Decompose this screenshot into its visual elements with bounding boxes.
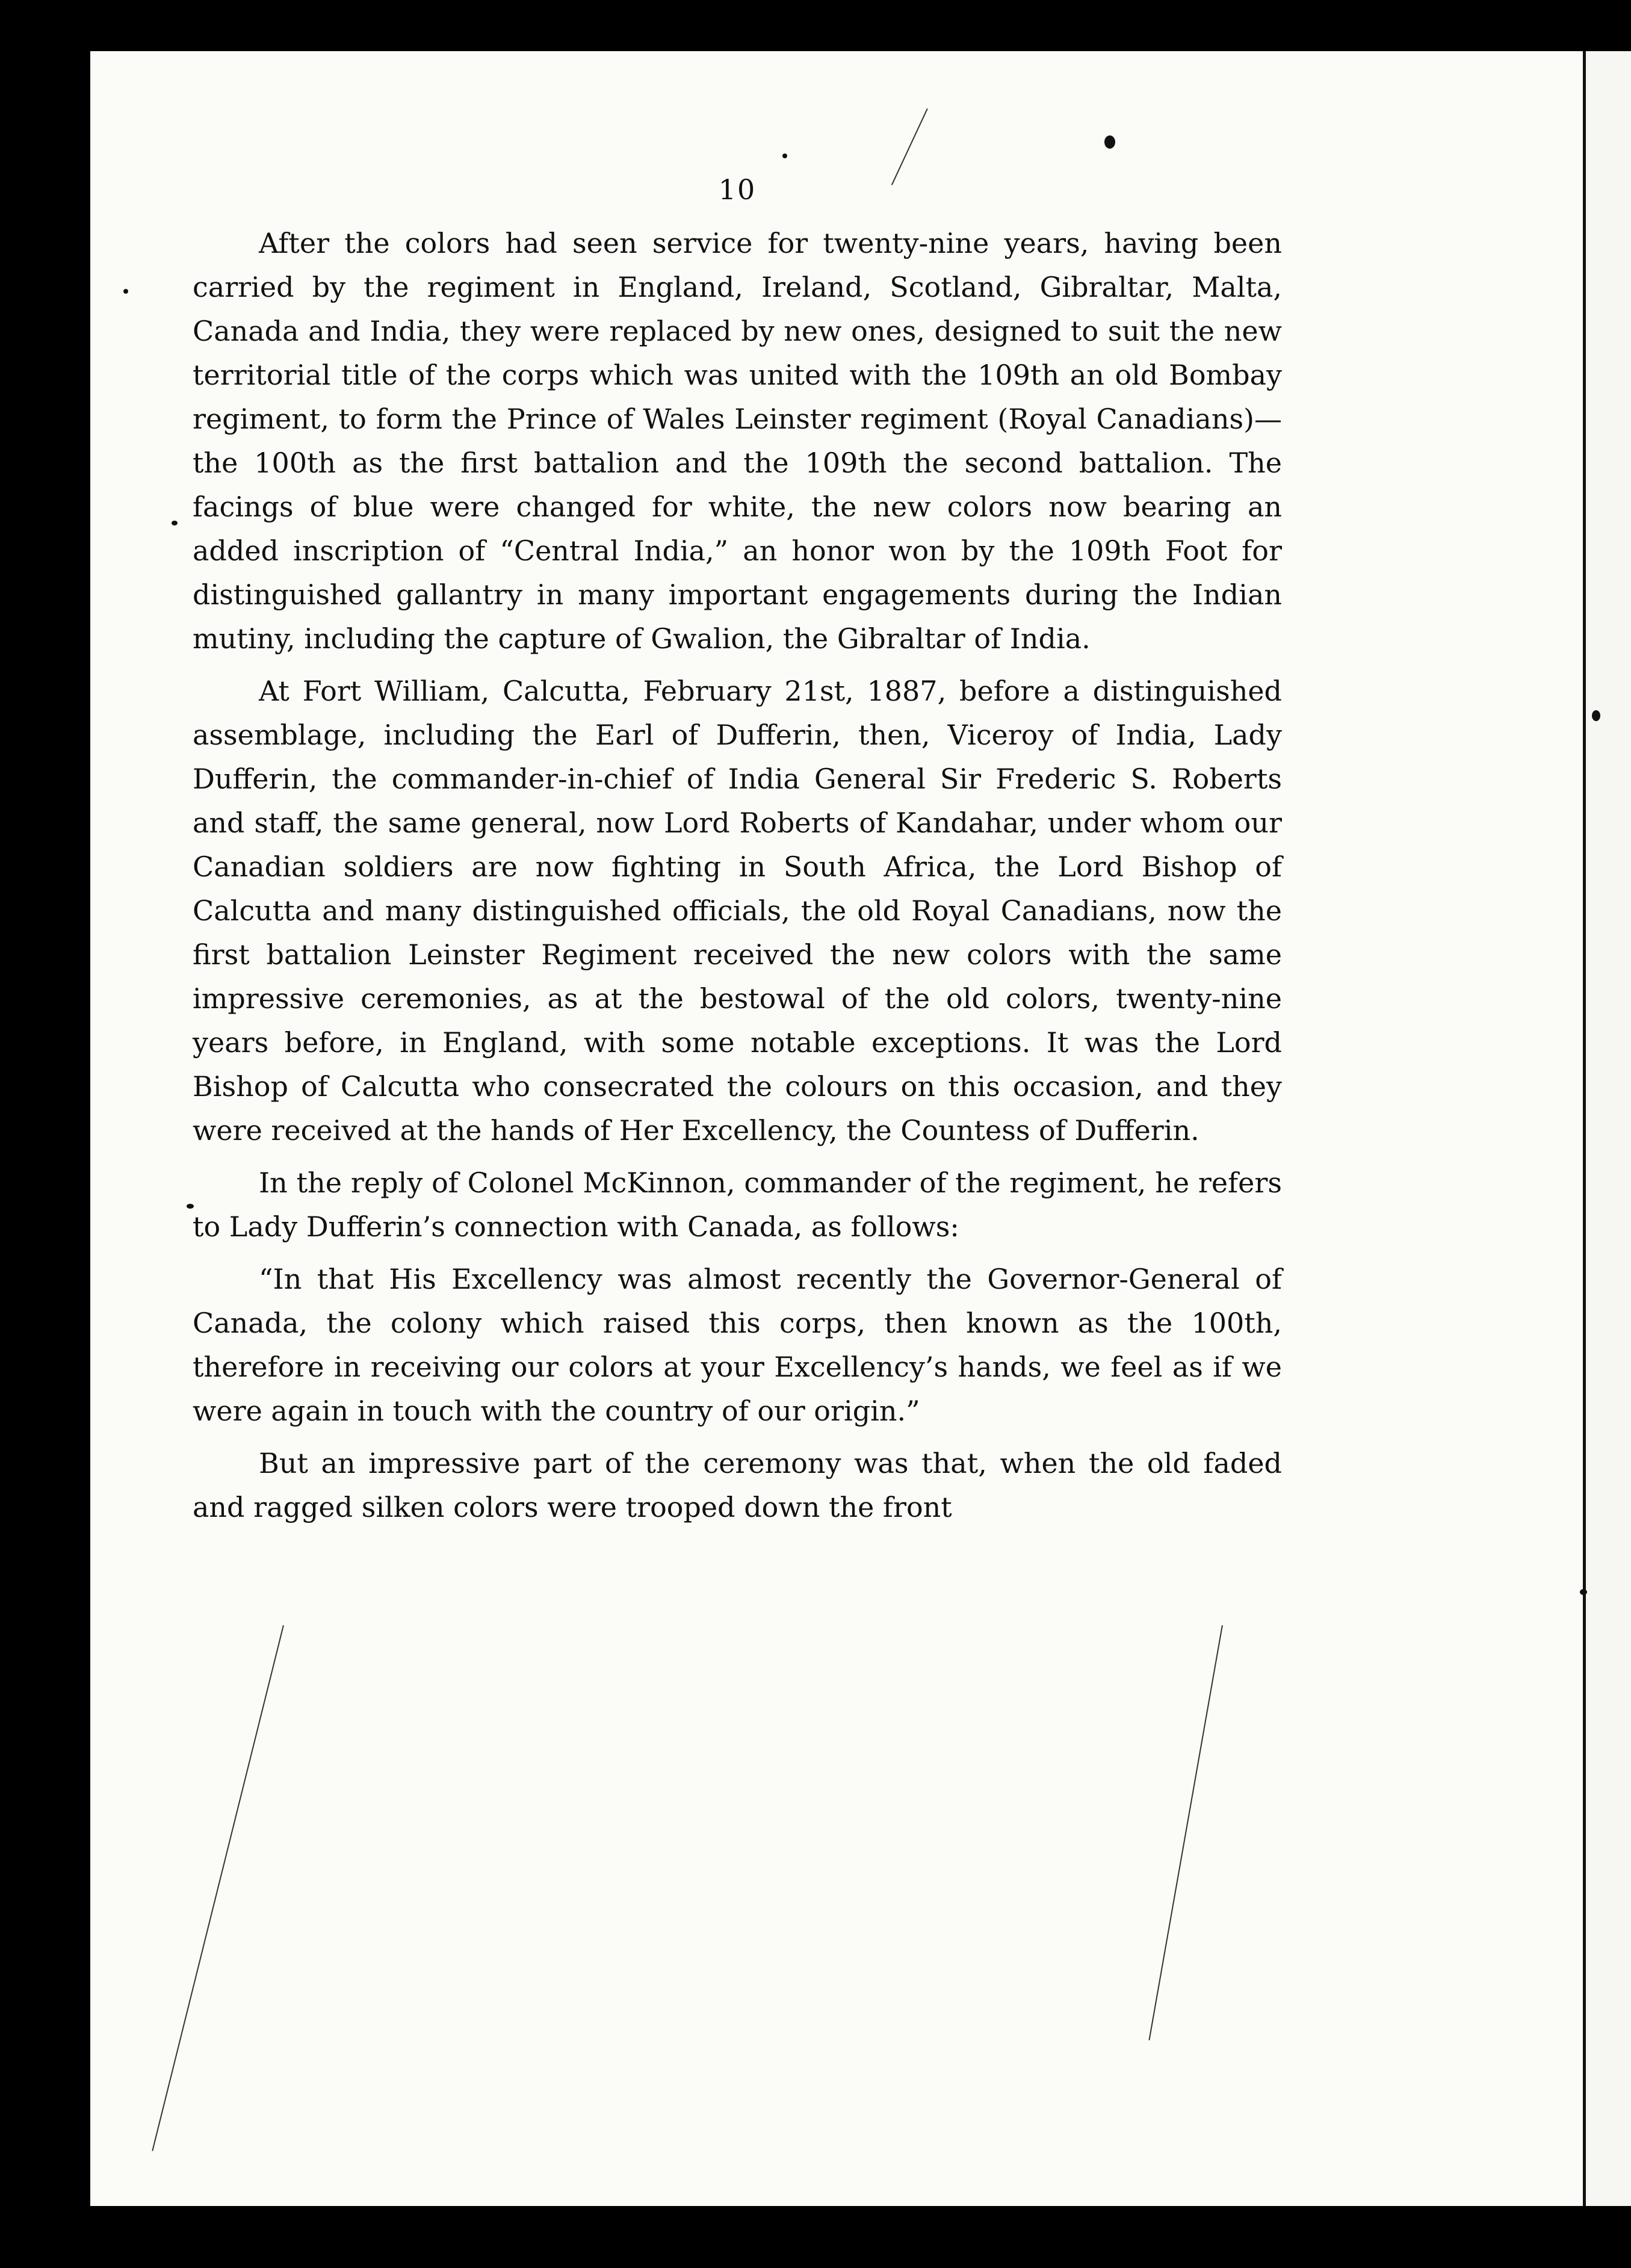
paragraph: In the reply of Colonel McKinnon, commander of the regiment, he refers to Lady Dufferin’s connection with Canada, as follows: [193, 1167, 1282, 1243]
paragraph: But an impressive part of the ceremony was that, when the old faded and ragged silken colors were trooped down the front [193, 1447, 1282, 1523]
paragraph: After the colors had seen service for twenty-nine years, having been carried by the regiment in England, Ireland, Scotland, Gibraltar, Malta, Canada and India, they were replaced by new ones, designed to suit the new territorial title of the corps which was united with the 109th an old Bombay regiment, to form the Prince of Wales Leinster regiment (Royal Canadians)— the 100th as the first battalion and the 109th the second battalion. The facings of blue were changed for white, the new colors now bearing an added inscription of “Central India,” an honor won by the 109th Foot for distinguished gallantry in many important engagements during the Indian mutiny, including the capture of Gwalion, the Gibraltar of India. [193, 227, 1282, 655]
scan-speck [1592, 710, 1600, 721]
scan-speck [782, 153, 787, 158]
facing-page-edge [1586, 51, 1631, 2206]
paragraph: At Fort William, Calcutta, February 21st, 1887, before a distinguished assemblage, including the Earl of Dufferin, then, Viceroy of India, Lady Dufferin, the commander-in-chief of India General Sir Frederic S. Roberts and staff, the same general, now Lord Roberts of Kandahar, under whom our Canadian soldiers are now fighting in South Africa, the Lord Bishop of Calcutta and many distinguished officials, the old Royal Canadians, now the first battalion Leinster Regiment received the new colors with the same impressive ceremonies, as at the bestowal of the old colors, twenty-nine years before, in England, with some notable exceptions. It was the Lord Bishop of Calcutta who consecrated the colours on this occasion, and they were received at the hands of Her Excellency, the Countess of Dufferin. [193, 675, 1282, 1147]
scan-speck [123, 289, 128, 294]
quoted-paragraph: “In that His Excellency was almost recently the Governor-General of Canada, the colony which raised this corps, then known as the 100th, therefore in receiving our colors at your Excellency’s hands, we feel as if we were again in touch with the country of our origin.” [193, 1263, 1282, 1427]
page-number: 10 [718, 173, 757, 206]
document-body [193, 175, 1282, 1538]
scan-speck [1104, 135, 1115, 149]
scan-speck [1580, 1589, 1587, 1595]
scan-speck [172, 521, 178, 525]
